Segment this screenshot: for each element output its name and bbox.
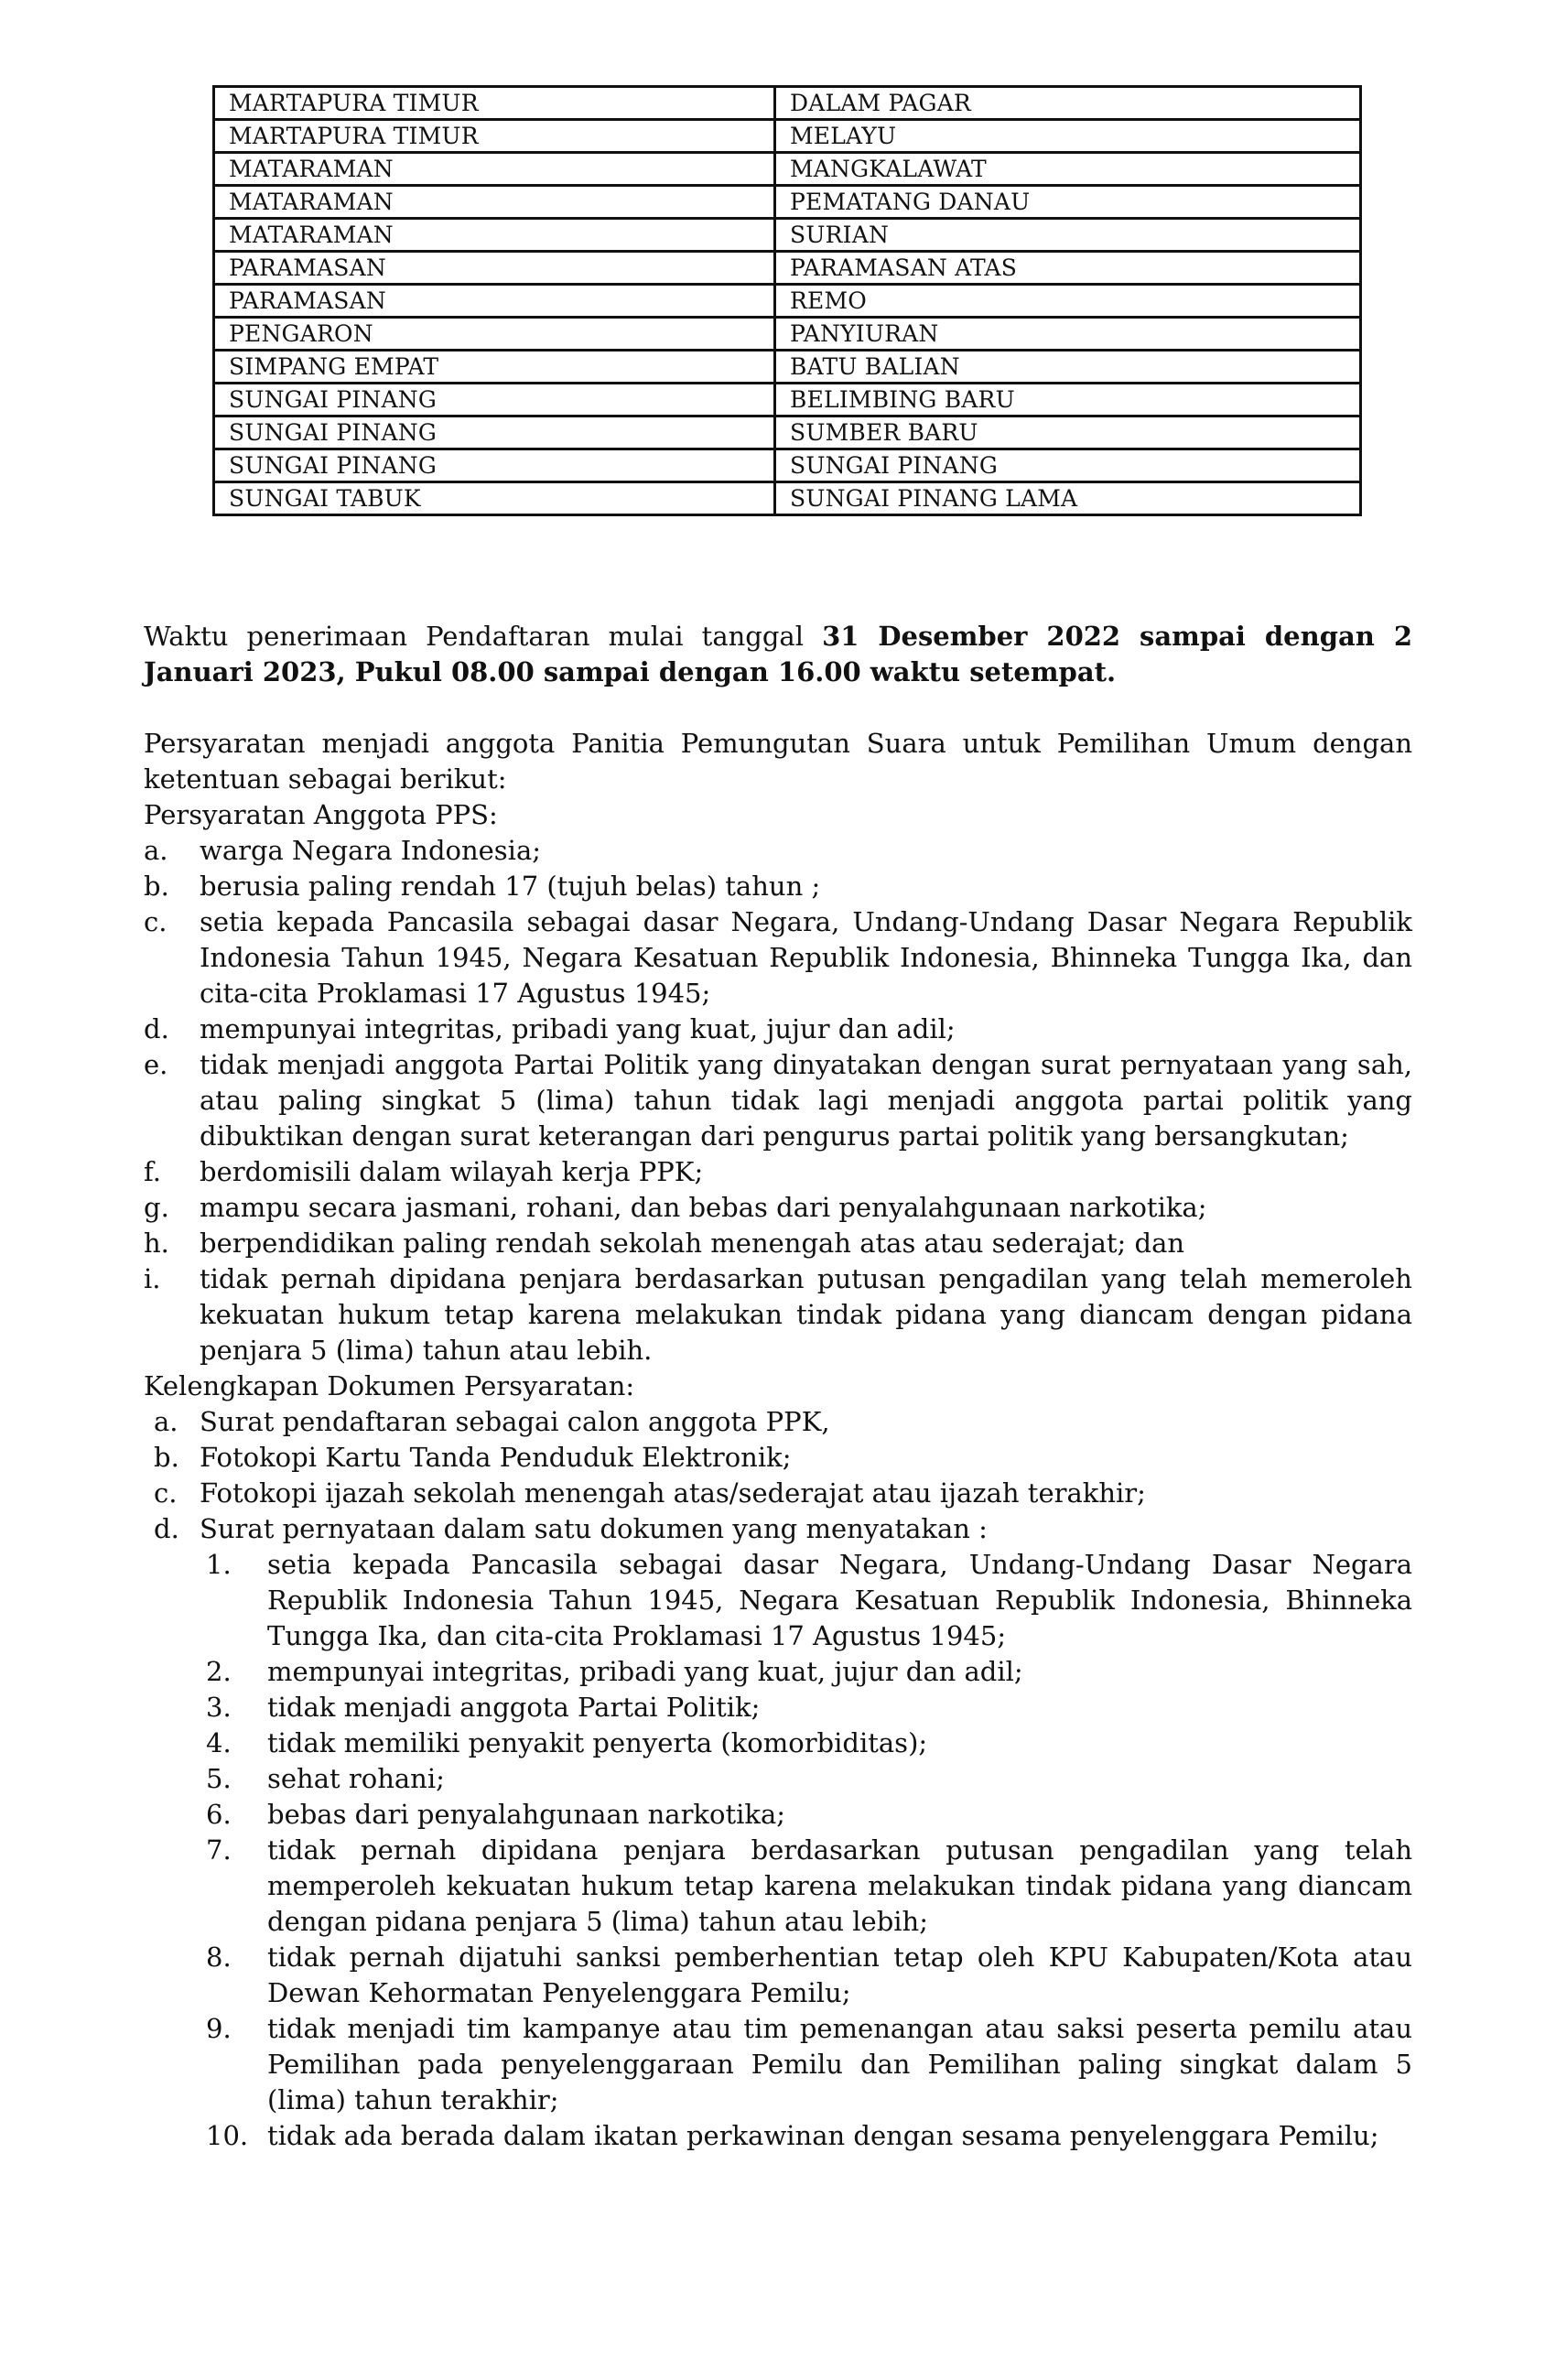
village-cell: BATU BALIAN bbox=[775, 351, 1361, 384]
list-item-text: tidak menjadi tim kampanye atau tim pemenangan atau saksi peserta pemilu atau Pemilihan pada penyelenggaraan Pemilu dan Pemilihan paling singkat dalam 5 (lima) tahun terakhir; bbox=[267, 2013, 1412, 2115]
list-marker: i. bbox=[144, 1263, 161, 1294]
district-cell: MATARAMAN bbox=[214, 186, 775, 219]
table-row bbox=[214, 318, 1361, 351]
list-marker: 1. bbox=[206, 1549, 232, 1580]
list-item-text: Surat pernyataan dalam satu dokumen yang menyatakan : bbox=[200, 1513, 988, 1544]
list-item bbox=[144, 1476, 1412, 1511]
table-row bbox=[214, 153, 1361, 186]
list-marker: 9. bbox=[206, 2013, 232, 2044]
list-item bbox=[144, 1261, 1412, 1368]
village-cell: SUMBER BARU bbox=[775, 416, 1361, 449]
list-item bbox=[144, 2118, 1412, 2154]
district-cell: SUNGAI PINANG bbox=[214, 449, 775, 482]
document-requirements-list bbox=[144, 1404, 1412, 1547]
list-item bbox=[144, 1511, 1412, 1547]
village-cell: MELAYU bbox=[775, 120, 1361, 153]
list-marker: 6. bbox=[206, 1799, 232, 1830]
district-cell: PARAMASAN bbox=[214, 285, 775, 318]
table-row bbox=[214, 384, 1361, 416]
list-item bbox=[144, 1154, 1412, 1190]
district-cell: SUNGAI TABUK bbox=[214, 482, 775, 515]
table-row bbox=[214, 186, 1361, 219]
list-item bbox=[144, 1833, 1412, 1940]
village-cell: SUNGAI PINANG bbox=[775, 449, 1361, 482]
list-item-text: tidak pernah dipidana penjara berdasarkan putusan pengadilan yang telah memeroleh kekuatan hukum tetap karena melakukan tindak pidana yang diancam dengan pidana penjara 5 (lima) tahun atau lebih. bbox=[200, 1263, 1412, 1366]
list-item-text: berusia paling rendah 17 (tujuh belas) tahun ; bbox=[200, 871, 821, 902]
list-marker: c. bbox=[144, 906, 167, 937]
list-item-text: warga Negara Indonesia; bbox=[200, 835, 542, 866]
district-cell: SIMPANG EMPAT bbox=[214, 351, 775, 384]
table-row bbox=[214, 351, 1361, 384]
list-item bbox=[144, 1047, 1412, 1154]
list-item-text: bebas dari penyalahgunaan narkotika; bbox=[267, 1799, 786, 1830]
village-cell: REMO bbox=[775, 285, 1361, 318]
table-row bbox=[214, 416, 1361, 449]
list-item-text: berpendidikan paling rendah sekolah menengah atas atau sederajat; dan bbox=[200, 1228, 1185, 1259]
list-marker: a. bbox=[154, 1406, 178, 1437]
list-marker: 3. bbox=[206, 1692, 232, 1723]
village-cell: PARAMASAN ATAS bbox=[775, 252, 1361, 285]
table-row bbox=[214, 252, 1361, 285]
list-item-text: sehat rohani; bbox=[267, 1763, 445, 1794]
body-text bbox=[144, 619, 1412, 2154]
district-cell: SUNGAI PINANG bbox=[214, 416, 775, 449]
village-cell: PANYIURAN bbox=[775, 318, 1361, 351]
list-item-text: mempunyai integritas, pribadi yang kuat, jujur dan adil; bbox=[200, 1013, 956, 1044]
village-cell: PEMATANG DANAU bbox=[775, 186, 1361, 219]
table-row bbox=[214, 219, 1361, 252]
list-item bbox=[144, 833, 1412, 869]
table-row bbox=[214, 285, 1361, 318]
list-item-text: mempunyai integritas, pribadi yang kuat, jujur dan adil; bbox=[267, 1656, 1023, 1687]
district-cell: MATARAMAN bbox=[214, 219, 775, 252]
district-cell: MATARAMAN bbox=[214, 153, 775, 186]
district-cell: MARTAPURA TIMUR bbox=[214, 120, 775, 153]
list-marker: b. bbox=[154, 1442, 179, 1473]
spacer bbox=[144, 690, 1412, 726]
list-item bbox=[144, 1726, 1412, 1761]
table-row bbox=[214, 449, 1361, 482]
list-item bbox=[144, 1404, 1412, 1440]
list-item-text: setia kepada Pancasila sebagai dasar Negara, Undang-Undang Dasar Negara Republik Indonesia Tahun 1945, Negara Kesatuan Republik Indonesia, Bhinneka Tungga Ika, dan cita-cita Proklamasi 17 Agustus 1945; bbox=[200, 906, 1412, 1009]
list-item bbox=[144, 904, 1412, 1012]
list-item bbox=[144, 1190, 1412, 1226]
district-cell: SUNGAI PINANG bbox=[214, 384, 775, 416]
list-item bbox=[144, 869, 1412, 904]
list-item bbox=[144, 1440, 1412, 1476]
list-item-text: tidak pernah dijatuhi sanksi pemberhentian tetap oleh KPU Kabupaten/Kota atau Dewan Kehormatan Penyelenggara Pemilu; bbox=[267, 1942, 1412, 2008]
list-marker: g. bbox=[144, 1192, 169, 1223]
list-marker: b. bbox=[144, 871, 169, 902]
list-marker: 8. bbox=[206, 1942, 232, 1973]
district-village-table bbox=[212, 85, 1362, 516]
table-row bbox=[214, 482, 1361, 515]
list-marker: a. bbox=[144, 835, 168, 866]
list-marker: 7. bbox=[206, 1834, 232, 1866]
registration-schedule bbox=[144, 619, 1412, 690]
village-cell: DALAM PAGAR bbox=[775, 87, 1361, 120]
table-row bbox=[214, 87, 1361, 120]
list-item bbox=[144, 1226, 1412, 1261]
list-item-text: tidak memiliki penyakit penyerta (komorbiditas); bbox=[267, 1727, 928, 1758]
list-item bbox=[144, 2011, 1412, 2118]
list-item bbox=[144, 1761, 1412, 1797]
village-cell: BELIMBING BARU bbox=[775, 384, 1361, 416]
list-item bbox=[144, 1012, 1412, 1047]
list-marker: 4. bbox=[206, 1727, 232, 1758]
list-marker: 2. bbox=[206, 1656, 232, 1687]
schedule-dates: 31 Desember 2022 sampai dengan 2 Januari 2023, Pukul 08.00 sampai dengan 16.00 waktu setempat. bbox=[144, 621, 1412, 687]
statement-list bbox=[144, 1547, 1412, 2154]
list-item bbox=[144, 1547, 1412, 1654]
district-cell: MARTAPURA TIMUR bbox=[214, 87, 775, 120]
document-requirements-heading: Kelengkapan Dokumen Persyaratan: bbox=[144, 1370, 635, 1401]
list-item-text: tidak ada berada dalam ikatan perkawinan dengan sesama penyelenggara Pemilu; bbox=[267, 2120, 1379, 2151]
list-marker: h. bbox=[144, 1228, 169, 1259]
list-item-text: Fotokopi Kartu Tanda Penduduk Elektronik; bbox=[200, 1442, 792, 1473]
list-marker: f. bbox=[144, 1156, 161, 1187]
list-item-text: Fotokopi ijazah sekolah menengah atas/sederajat atau ijazah terakhir; bbox=[200, 1477, 1146, 1509]
village-cell: MANGKALAWAT bbox=[775, 153, 1361, 186]
list-marker: d. bbox=[144, 1013, 169, 1044]
village-cell: SURIAN bbox=[775, 219, 1361, 252]
list-item bbox=[144, 1690, 1412, 1726]
list-item-text: setia kepada Pancasila sebagai dasar Negara, Undang-Undang Dasar Negara Republik Indonesia Tahun 1945, Negara Kesatuan Republik Indonesia, Bhinneka Tungga Ika, dan cita-cita Proklamasi 17 Agustus 1945; bbox=[267, 1549, 1412, 1651]
list-item bbox=[144, 1940, 1412, 2011]
pps-requirements-list bbox=[144, 833, 1412, 1368]
list-item-text: tidak menjadi anggota Partai Politik; bbox=[267, 1692, 761, 1723]
list-item-text: berdomisili dalam wilayah kerja PPK; bbox=[200, 1156, 704, 1187]
list-item-text: Surat pendaftaran sebagai calon anggota PPK, bbox=[200, 1406, 830, 1437]
list-marker: 10. bbox=[206, 2120, 249, 2151]
list-item-text: tidak menjadi anggota Partai Politik yang dinyatakan dengan surat pernyataan yang sah, atau paling singkat 5 (lima) tahun tidak lagi menjadi anggota partai politik yang dibuktikan dengan surat keterangan dari pengurus partai politik yang bersangkutan; bbox=[200, 1049, 1412, 1152]
district-cell: PENGARON bbox=[214, 318, 775, 351]
schedule-intro: Waktu penerimaan Pendaftaran mulai tanggal bbox=[144, 621, 823, 652]
list-item bbox=[144, 1797, 1412, 1833]
list-item bbox=[144, 1654, 1412, 1690]
requirements-intro: Persyaratan menjadi anggota Panitia Pemungutan Suara untuk Pemilihan Umum dengan ketentuan sebagai berikut: bbox=[144, 728, 1412, 795]
list-marker: d. bbox=[154, 1513, 179, 1544]
list-marker: 5. bbox=[206, 1763, 232, 1794]
district-cell: PARAMASAN bbox=[214, 252, 775, 285]
list-item-text: mampu secara jasmani, rohani, dan bebas dari penyalahgunaan narkotika; bbox=[200, 1192, 1207, 1223]
village-cell: SUNGAI PINANG LAMA bbox=[775, 482, 1361, 515]
pps-requirements-heading: Persyaratan Anggota PPS: bbox=[144, 799, 498, 830]
list-marker: e. bbox=[144, 1049, 168, 1080]
table-row bbox=[214, 120, 1361, 153]
list-item-text: tidak pernah dipidana penjara berdasarkan putusan pengadilan yang telah memperoleh kekuatan hukum tetap karena melakukan tindak pidana yang diancam dengan pidana penjara 5 (lima) tahun atau lebih; bbox=[267, 1834, 1412, 1937]
list-marker: c. bbox=[154, 1477, 178, 1509]
